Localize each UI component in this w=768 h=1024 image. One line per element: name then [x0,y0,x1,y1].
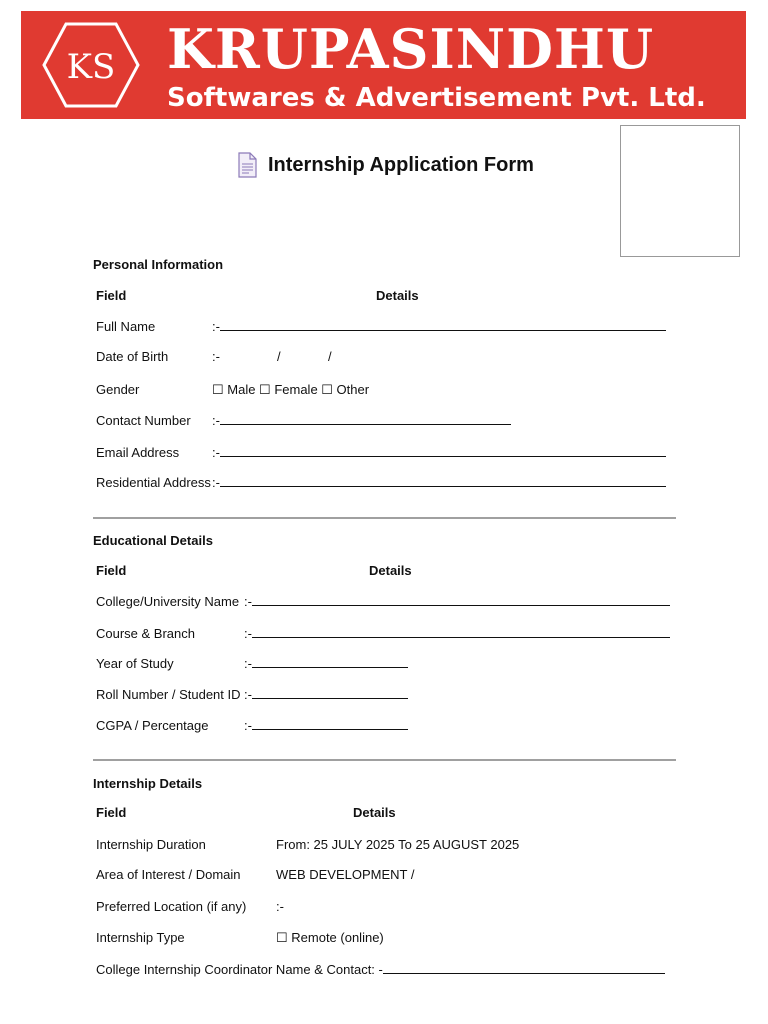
area-label: Area of Interest / Domain [96,867,241,882]
address-label: Residential Address [96,475,211,490]
college-label: College/University Name [96,594,240,609]
photo-box [620,125,740,257]
roll-field[interactable]: :- [244,687,408,702]
personal-col-details: Details [376,288,419,303]
internship-col-field: Field [96,805,127,820]
logo-text: KS [66,47,116,87]
personal-info-heading: Personal Information [93,257,224,272]
education-col-details: Details [369,563,412,578]
college-field[interactable]: :- [244,594,670,609]
email-label: Email Address [96,445,180,460]
course-label: Course & Branch [96,626,195,641]
cgpa-label: CGPA / Percentage [96,718,209,733]
contact-field[interactable]: :- [212,413,511,428]
year-field[interactable]: :- [244,656,408,671]
form-title-text: Internship Application Form [268,153,534,176]
internship-heading: Internship Details [93,776,203,791]
section-divider [93,517,676,519]
duration-label: Internship Duration [96,837,206,852]
location-label: Preferred Location (if any) [96,899,247,914]
address-field[interactable]: :- [212,475,666,490]
duration-value: From: 25 JULY 2025 To 25 AUGUST 2025 [276,837,520,852]
gender-options[interactable]: ☐ Male ☐ Female ☐ Other [212,382,370,397]
document-icon [236,152,258,178]
section-divider [93,759,676,761]
dob-separator-2: / [328,349,332,364]
dob-label: Date of Birth [96,349,169,364]
contact-label: Contact Number [96,413,191,428]
full-name-field[interactable]: :- [212,319,666,334]
email-field[interactable]: :- [212,445,666,460]
location-field[interactable]: :- [276,899,284,914]
full-name-label: Full Name [96,319,156,334]
coordinator-label: College Internship Coordinator Name & Contact: - [96,962,383,977]
year-label: Year of Study [96,656,174,671]
type-label: Internship Type [96,930,185,945]
company-logo [41,21,141,109]
dob-field[interactable]: :- [212,349,220,364]
gender-label: Gender [96,382,140,397]
education-heading: Educational Details [93,533,213,548]
coordinator-field[interactable] [96,962,665,977]
education-col-field: Field [96,563,127,578]
cgpa-field[interactable]: :- [244,718,408,733]
form-title [236,150,534,180]
area-value[interactable]: WEB DEVELOPMENT / [276,867,415,882]
remote-checkbox[interactable]: ☐ Remote (online) [276,930,384,945]
roll-label: Roll Number / Student ID [96,687,241,702]
dob-separator-1: / [277,349,281,364]
company-banner [21,11,746,119]
personal-col-field: Field [96,288,127,303]
company-name: KRUPASINDHU [167,17,655,81]
course-field[interactable]: :- [244,626,670,641]
internship-col-details: Details [353,805,396,820]
company-subtitle: Softwares & Advertisement Pvt. Ltd. [167,83,706,113]
